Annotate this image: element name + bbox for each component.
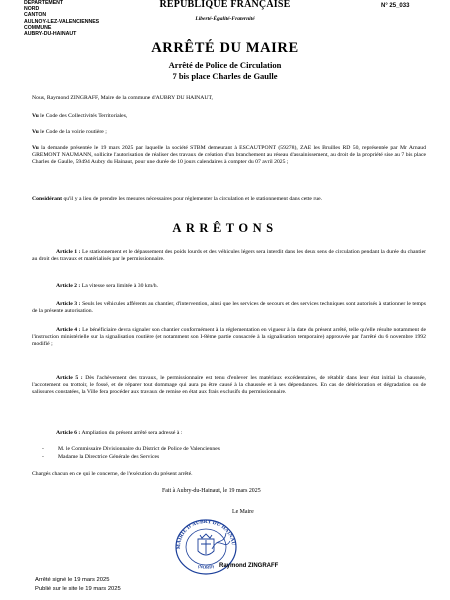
admin-line-canton-name: AULNOY-LEZ-VALENCIENNES xyxy=(24,18,100,25)
article-label: Article 3 : xyxy=(56,301,81,307)
arretons-heading: ARRÊTONS xyxy=(172,221,278,235)
mayor-name: Raymond ZINGRAFF xyxy=(219,563,279,569)
closing-statement: Chargés chacun en ce qui le concerne, de l'exécution du présent arrêté. xyxy=(32,471,193,477)
article-1 xyxy=(32,249,426,263)
footer-published-date: Publié sur le site le 19 mars 2025 xyxy=(35,586,121,592)
article-label: Article 5 : xyxy=(56,375,83,381)
republic-motto: Liberté-Égalité-Fraternité xyxy=(195,16,255,22)
article-text: Le bénéficiaire devra signaler son chantier conformément à la réglementation en vigueur à la date du présent arrêté, telle qu'elle résulte notamment de l'instruction ministérielle sur la signalisation routière (et notamment son I-8ème partie consacrée à la signalisation temporaire) approuvée par l'arrêté du 6 novembre 1992 modifié ; xyxy=(32,327,426,348)
admin-line-commune: COMMUNE xyxy=(24,24,52,31)
recipient-item: - M. le Commissaire Divisionnaire du District de Police de Valenciennes xyxy=(58,446,418,454)
article-label: Article 1 : xyxy=(56,249,81,255)
article-text: Le stationnement et le dépassement des poids lourds et des véhicules légers sera interdit dans les deux sens de circulation pendant la durée du chantier au droit des travaux et matérialisés par le permissionnaire. xyxy=(32,249,426,263)
admin-line-canton: CANTON xyxy=(24,12,47,19)
vu-text: le Code de la voirie routière ; xyxy=(40,129,107,135)
article-text: La vitesse sera limitée à 30 km/h. xyxy=(81,283,159,289)
seal-emblem xyxy=(198,534,214,555)
vu-label: Vu xyxy=(32,145,39,151)
admin-line-commune-name: AUBRY-DU-HAINAUT xyxy=(24,31,77,38)
recipient-item: - Madame la Directrice Générale des Services xyxy=(58,454,418,462)
footer-signed-date: Arrêté signé le 19 mars 2025 xyxy=(35,577,110,583)
seal-text-top: MAIRIE D'AUBRY DU HAINAU xyxy=(175,518,237,550)
article-3 xyxy=(32,301,426,315)
article-text: Dès l'achèvement des travaux, le permissionnaire est tenu d'enlever les matériaux excédentaires, de rétablir dans leur état initial la chaussée, l'accotement ou trottoir, le fossé, et de réparer tout dommage qui aura pu être causé à la chaussée et à ses dépendances. En cas de détérioration et dégradation ou de salissures constatées, la Ville fera procéder aux travaux de remise en état aux frais exclusifs du permissionnaire. xyxy=(32,375,426,396)
admin-line-departement: DEPARTEMENT xyxy=(24,0,64,6)
article-text: Seuls les véhicules afférents au chantier, d'intervention, ainsi que les services de secours et des services techniques sont autorisés à stationner le temps de la présente autorisation. xyxy=(32,301,426,315)
vu-label: Vu xyxy=(32,113,39,119)
reference-number: N° 25_033 xyxy=(381,3,410,9)
article-label: Article 2 : xyxy=(56,283,81,289)
preamble-considerant xyxy=(32,196,426,203)
vu-text: le Code des Collectivités Territoriales, xyxy=(40,113,128,119)
republic-title: RÉPUBLIQUE FRANÇAISE xyxy=(159,0,291,10)
seal-text-bottom: (NORD) xyxy=(197,563,215,570)
vu-text: la demande présentée le 19 mars 2025 par laquelle la société STBM demeurant à ESCAUTPONT (59278), ZAE les Bruilles RD 50, représentée par Mr Arnaud GREMONT NAUMANN, sollicite l'autorisation de réaliser des travaux de création d'un branchement au réseau d'assainissement, au droit de la propriété sise au 7 bis place Charles de Gaulle, 59494 Aubry du Hainaut, pour une durée de 10 jours calendaires à compter du 07 avril 2025 ; xyxy=(32,145,426,166)
considerant-text: qu'il y a lieu de prendre les mesures nécessaires pour réglementer la circulation et le stationnement dans cette rue. xyxy=(63,196,323,202)
article-label: Article 6 : xyxy=(56,430,81,436)
preamble-vu-demande xyxy=(32,145,426,167)
admin-line-nord: NORD xyxy=(24,6,40,13)
article-6 xyxy=(32,430,426,437)
article-2 xyxy=(32,283,426,290)
article-5 xyxy=(32,375,426,397)
preamble-vu-cgct xyxy=(32,113,426,120)
republic-block xyxy=(150,0,300,22)
footer-notes xyxy=(35,576,121,594)
main-title: ARRÊTÉ DU MAIRE xyxy=(151,40,299,56)
considerant-label: Considérant xyxy=(32,196,63,202)
recipients-list xyxy=(58,446,418,462)
vu-label: Vu xyxy=(32,129,39,135)
signature-place-date: Fait à Aubry-du-Hainaut, le 19 mars 2025 xyxy=(162,488,261,494)
svg-text:(NORD) xyxy=(197,563,214,569)
article-label: Article 4 : xyxy=(56,327,81,333)
administrative-block xyxy=(24,0,99,37)
preamble-nous: Nous, Raymond ZINGRAFF, Maire de la commune d'AUBRY DU HAINAUT, xyxy=(32,95,213,101)
subtitle-police: Arrêté de Police de Circulation xyxy=(168,60,282,70)
article-text: Ampliation du présent arrêté sera adressé à : xyxy=(81,430,183,436)
signature-title: Le Maire xyxy=(232,509,254,515)
subtitle-address: 7 bis place Charles de Gaulle xyxy=(172,71,278,81)
preamble-vu-voirie xyxy=(32,129,426,136)
article-4 xyxy=(32,327,426,349)
